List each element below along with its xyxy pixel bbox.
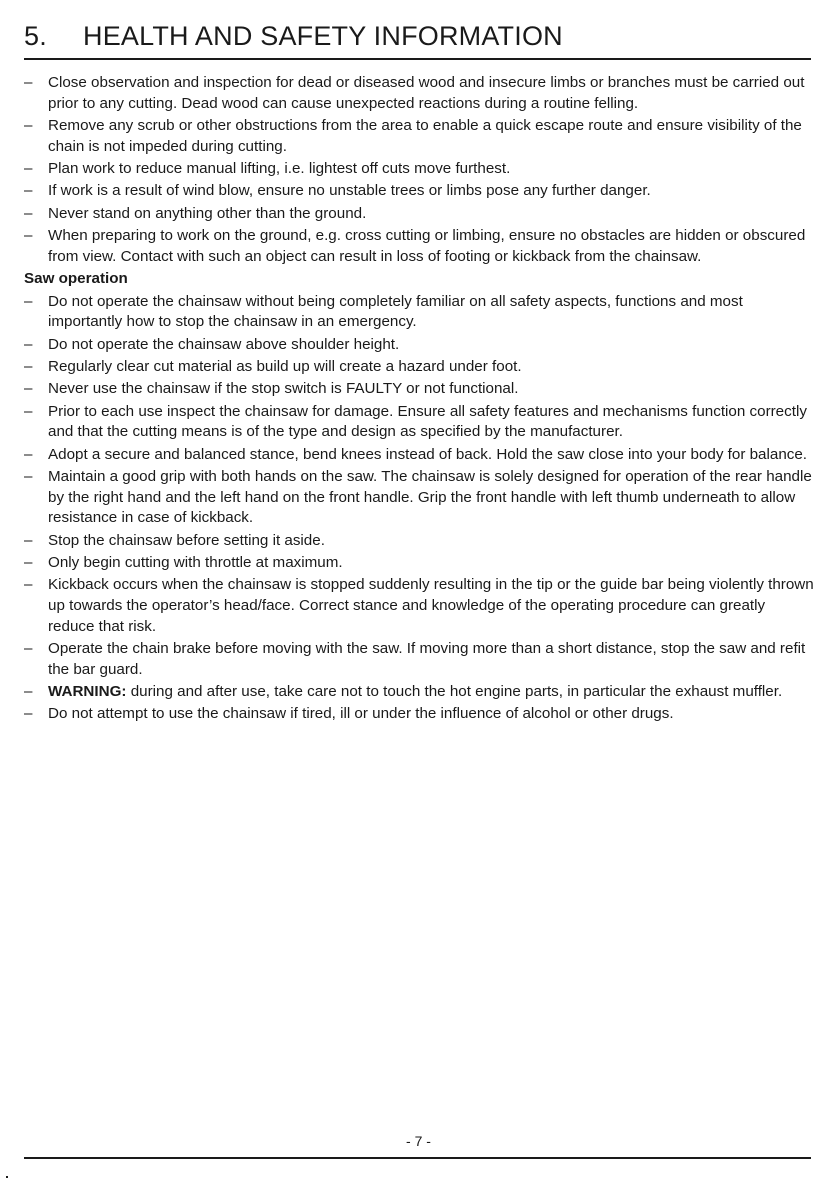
- list-item-text: Stop the chainsaw before setting it aside.: [48, 531, 325, 549]
- bullet-dash: –: [24, 705, 33, 723]
- list-item-text: Never use the chainsaw if the stop switch is FAULTY or not functional.: [48, 380, 519, 398]
- section-title: HEALTH AND SAFETY INFORMATION: [83, 21, 563, 51]
- list-item-text: Operate the chain brake before moving with the saw. If moving more than a short distance, stop the saw and refit the bar guard.: [48, 639, 806, 678]
- list-item-text: Never stand on anything other than the ground.: [48, 204, 367, 222]
- list-item: [24, 553, 814, 574]
- list-item-text: When preparing to work on the ground, e.g. cross cutting or limbing, ensure no obstacles are hidden or obscured from view. Contact with such an object can result in loss of footing or kickback from the chainsaw.: [48, 227, 806, 265]
- bullet-dash: –: [24, 292, 33, 310]
- intro-list: [24, 73, 814, 267]
- list-item: [24, 639, 814, 680]
- list-item-text: Do not operate the chainsaw without being completely familiar on all safety aspects, functions and most importantly how to stop the chainsaw in an emergency.: [48, 292, 743, 331]
- warning-item: [24, 682, 814, 703]
- bullet-dash: –: [24, 402, 33, 420]
- list-item-text: Regularly clear cut material as build up will create a hazard under foot.: [48, 357, 522, 375]
- list-item: [24, 445, 814, 466]
- page-content: [24, 73, 814, 727]
- bullet-dash: –: [24, 227, 33, 245]
- bullet-dash: –: [24, 335, 33, 353]
- list-item-text: Do not operate the chainsaw above shoulder height.: [48, 335, 400, 353]
- list-item: [24, 531, 814, 552]
- page-number: - 7 -: [406, 1133, 431, 1149]
- bullet-dash: –: [24, 357, 33, 375]
- bullet-dash: –: [24, 182, 33, 200]
- bullet-dash: –: [24, 576, 33, 594]
- list-item: [24, 116, 814, 157]
- bullet-dash: –: [24, 159, 33, 177]
- section-number: 5.: [24, 21, 47, 51]
- list-item-text: Plan work to reduce manual lifting, i.e. lightest off cuts move furthest.: [48, 159, 511, 177]
- list-item: [24, 181, 814, 202]
- list-item-text: Do not attempt to use the chainsaw if tired, ill or under the influence of alcohol or other drugs.: [48, 705, 674, 723]
- list-item-text: Only begin cutting with throttle at maximum.: [48, 554, 343, 572]
- bullet-dash: –: [24, 682, 33, 700]
- corner-mark: [6, 1176, 8, 1178]
- saw-operation-heading: Saw operation: [24, 270, 128, 288]
- bullet-dash: –: [24, 74, 33, 91]
- list-item: [24, 379, 814, 400]
- list-item: [24, 292, 814, 333]
- list-item: [24, 335, 814, 356]
- list-item-text: If work is a result of wind blow, ensure no unstable trees or limbs pose any further danger.: [48, 182, 651, 200]
- bullet-dash: –: [24, 116, 33, 134]
- bullet-dash: –: [24, 445, 33, 463]
- warning-label: WARNING:: [48, 682, 127, 700]
- list-item: [24, 402, 814, 443]
- list-item: [24, 226, 814, 267]
- list-item-text: Adopt a secure and balanced stance, bend knees instead of back. Hold the saw close into your body for balance.: [48, 445, 808, 463]
- list-item: [24, 357, 814, 378]
- bullet-dash: –: [24, 554, 33, 572]
- list-item: [24, 73, 814, 114]
- list-item-text: Maintain a good grip with both hands on the saw. The chainsaw is solely designed for operation of the rear handle by the right hand and the left hand on the front handle. Grip the front handle with left thumb underneath to allow resistance in case of kickback.: [48, 468, 812, 527]
- list-item-text: Close observation and inspection for dead or diseased wood and insecure limbs or branches must be carried out prior to any cutting. Dead wood can cause unexpected reactions during a routine felling.: [48, 74, 805, 112]
- list-item: [24, 204, 814, 225]
- saw-operation-list: [24, 292, 814, 725]
- list-item-text: Kickback occurs when the chainsaw is stopped suddenly resulting in the tip or the guide bar being violently thrown up towards the operator’s head/face. Correct stance and knowledge of the operating procedure can greatly reduce that risk.: [48, 576, 814, 635]
- list-item-text: Prior to each use inspect the chainsaw for damage. Ensure all safety features and mechanisms function correctly and that the cutting means is of the type and design as specified by the manufacturer.: [48, 402, 807, 441]
- list-item: [24, 575, 814, 637]
- bullet-dash: –: [24, 380, 33, 398]
- bullet-dash: –: [24, 468, 33, 486]
- list-item-text: Remove any scrub or other obstructions from the area to enable a quick escape route and ensure visibility of the chain is not impeded during cutting.: [48, 116, 802, 155]
- footer-rule: [24, 1157, 811, 1159]
- section-heading: [24, 18, 811, 60]
- warning-text: during and after use, take care not to touch the hot engine parts, in particular the exhaust muffler.: [126, 682, 783, 700]
- list-item: [24, 704, 814, 725]
- bullet-dash: –: [24, 204, 33, 222]
- bullet-dash: –: [24, 639, 33, 657]
- bullet-dash: –: [24, 531, 33, 549]
- list-item: [24, 467, 814, 529]
- list-item: [24, 159, 814, 180]
